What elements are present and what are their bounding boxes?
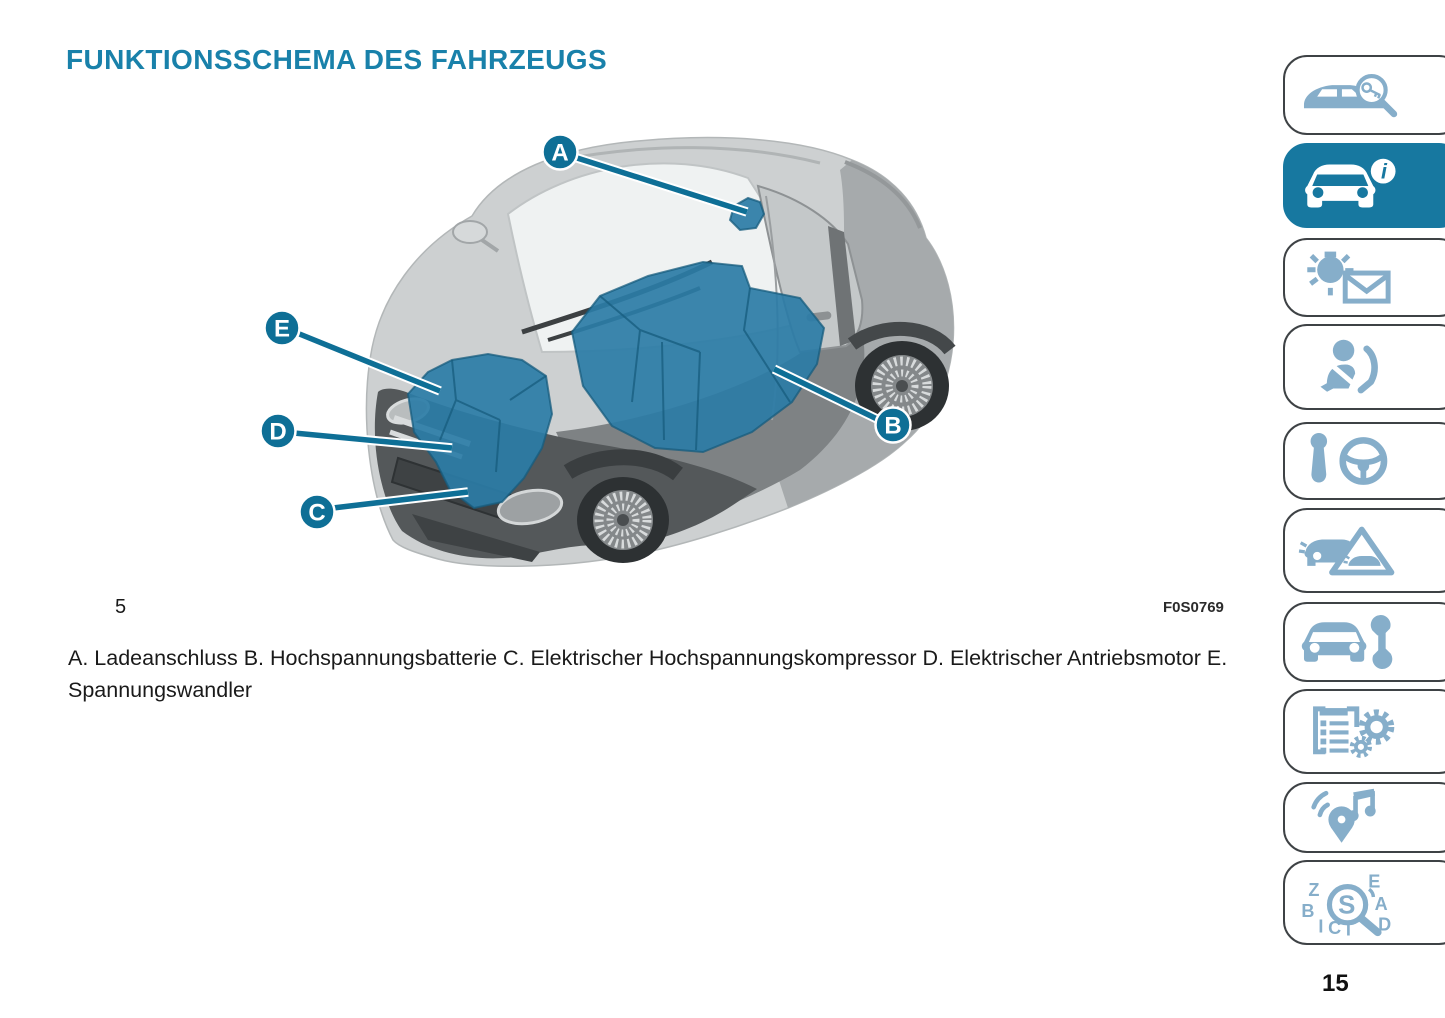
sidebar-item-index[interactable]	[1283, 860, 1445, 945]
car-warning-triangle-icon	[1295, 518, 1407, 584]
sidebar-item-multimedia[interactable]	[1283, 782, 1445, 853]
callout-d-letter: D	[269, 418, 287, 446]
multimedia-navigation-icon	[1295, 787, 1399, 849]
car-magnifier-icon	[1295, 62, 1407, 128]
sidebar-item-maintenance[interactable]	[1283, 602, 1445, 682]
sidebar-item-vehicle-info[interactable]	[1283, 143, 1445, 228]
callout-c-letter: C	[308, 499, 326, 527]
page-title: FUNKTIONSSCHEMA DES FAHRZEUGS	[66, 44, 608, 75]
page-number: 15	[1322, 970, 1349, 997]
sidebar-item-safety[interactable]	[1283, 324, 1445, 410]
list-gears-icon	[1295, 699, 1407, 765]
sidebar-item-warning-lights[interactable]	[1283, 238, 1445, 317]
svg-text:B: B	[1301, 900, 1315, 921]
car-wrench-icon	[1295, 609, 1407, 675]
sidebar-item-starting-driving[interactable]	[1283, 422, 1445, 500]
vehicle-functional-diagram	[250, 100, 990, 640]
svg-text:i: i	[1381, 159, 1387, 184]
sidebar-item-technical-data[interactable]	[1283, 689, 1445, 774]
svg-text:Z: Z	[1308, 879, 1320, 900]
seatbelt-airbag-icon	[1295, 334, 1407, 400]
svg-text:I: I	[1318, 915, 1324, 936]
svg-text:C: C	[1328, 917, 1342, 938]
car-info-icon	[1295, 153, 1407, 219]
figure-number: 5	[115, 596, 127, 618]
sidebar-item-emergency[interactable]	[1283, 508, 1445, 593]
svg-text:T: T	[1342, 919, 1354, 938]
svg-text:S: S	[1338, 890, 1356, 919]
alphabetical-index-icon	[1295, 868, 1407, 938]
svg-text:E: E	[1368, 870, 1381, 891]
key-steering-wheel-icon	[1295, 428, 1407, 494]
callout-e-letter: E	[273, 315, 291, 343]
callout-a-letter: A	[551, 139, 569, 167]
callout-b-letter: B	[884, 412, 902, 440]
figure-code: F0S0769	[1163, 599, 1224, 616]
warning-light-message-icon	[1295, 245, 1407, 311]
svg-text:A: A	[1374, 893, 1388, 914]
svg-text:D: D	[1378, 914, 1392, 935]
figure-caption: A. Ladeanschluss B. Hochspannungsbatterie C. Elektrischer Hochspannungskompressor D. Elektrischer Antriebsmotor E. Spannungswandler	[68, 646, 1228, 703]
sidebar-item-know-your-vehicle[interactable]	[1283, 55, 1445, 135]
